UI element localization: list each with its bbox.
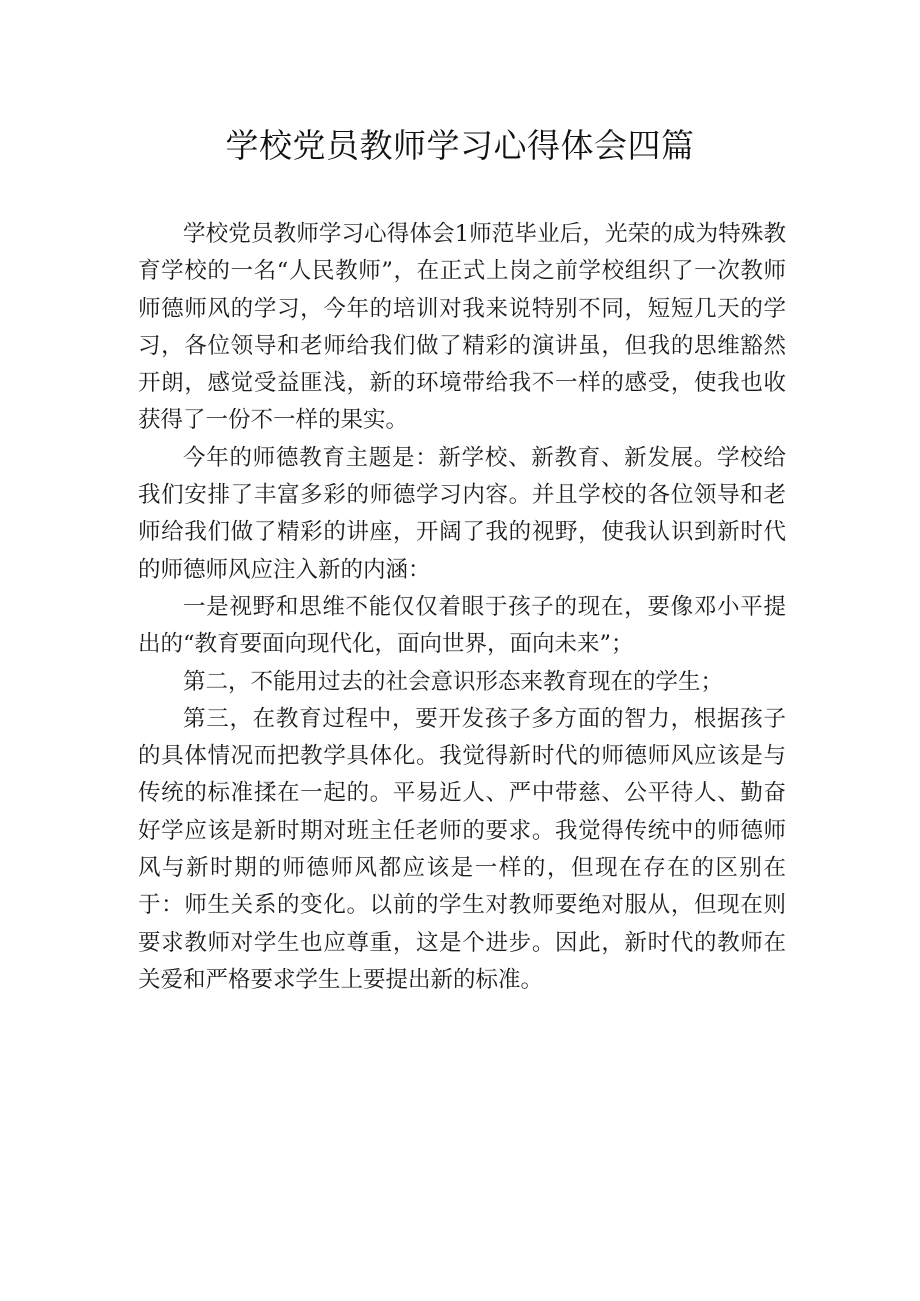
paragraph-1: 学校党员教师学习心得体会1师范毕业后，光荣的成为特殊教育学校的一名“人民教师”，在正式上岗之前学校组织了一次教师师德师风的学习，今年的培训对我来说特别不同，短短几天的学习，各位领导和老师给我们做了精彩的演讲虽，但我的思维豁然开朗，感觉受益匪浅，新的环境带给我不一样的感受，使我也收获得了一份不一样的果实。 xyxy=(138,221,786,434)
document-title: 学校党员教师学习心得体会四篇 xyxy=(225,126,695,165)
paragraph-4: 第二，不能用过去的社会意识形态来教育现在的学生； xyxy=(183,668,724,695)
paragraph-3: 一是视野和思维不能仅仅着眼于孩子的现在，要像邓小平提出的“教育要面向现代化，面向世界，面向未来”； xyxy=(138,593,786,658)
paragraph-5: 第三，在教育过程中，要开发孩子多方面的智力，根据孩子的具体情况而把教学具体化。我觉得新时代的师德师风应该是与传统的标准揉在一起的。平易近人、严中带慈、公平待人、勤奋好学应该是新时期对班主任老师的要求。我觉得传统中的师德师风与新时期的师德师风都应该是一样的，但现在存在的区别在于：师生关系的变化。以前的学生对教师要绝对服从，但现在则要求教师对学生也应尊重，这是个进步。因此，新时代的教师在关爱和严格要求学生上要提出新的标准。 xyxy=(138,705,786,993)
paragraph-2: 今年的师德教育主题是：新学校、新教育、新发展。学校给我们安排了丰富多彩的师德学习内容。并且学校的各位领导和老师给我们做了精彩的讲座，开阔了我的视野，使我认识到新时代的师德师风应注入新的内涵： xyxy=(138,444,786,583)
document-body xyxy=(138,216,786,999)
